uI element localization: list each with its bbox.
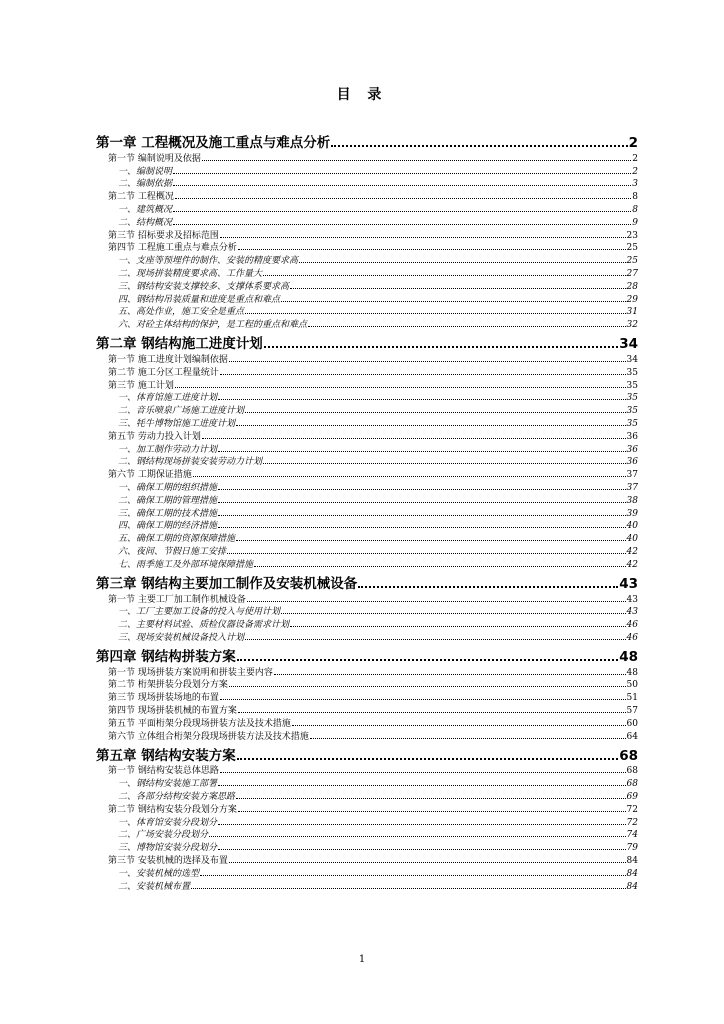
dot-leader xyxy=(209,836,626,837)
toc-entry-page: 36 xyxy=(626,444,638,455)
toc-entry-label: 二、广场安装分段划分 xyxy=(118,830,209,841)
toc-entry-label: 第三章 钢结构主要加工制作及安装机械设备 xyxy=(96,575,358,592)
dot-leader xyxy=(281,613,626,614)
toc-entry-label: 二、确保工期的管理措施 xyxy=(118,495,218,506)
toc-entry-label: 一、钢结构安装施工部署 xyxy=(118,779,218,790)
page-title: 目 录 xyxy=(336,87,388,103)
toc-item[interactable] xyxy=(96,416,638,429)
toc-item[interactable] xyxy=(96,557,638,570)
toc-entry-page: 84 xyxy=(626,868,638,879)
toc-entry-page: 69 xyxy=(626,792,638,803)
toc-entry-label: 三、确保工期的技术措施 xyxy=(118,508,218,519)
toc-entry-page: 35 xyxy=(626,418,638,429)
toc-entry-page: 43 xyxy=(626,594,638,605)
toc-item[interactable] xyxy=(96,442,638,455)
toc-entry-page: 32 xyxy=(626,320,638,331)
toc-entry-label: 一、确保工期的组织措施 xyxy=(118,482,218,493)
toc-entry-label: 四、钢结构吊装质量和进度是重点和难点 xyxy=(118,294,281,305)
toc-entry-page: 60 xyxy=(626,718,638,729)
toc-chapter[interactable] xyxy=(96,330,638,352)
toc-entry-label: 二、编制依据 xyxy=(118,179,173,190)
dot-leader xyxy=(202,438,626,439)
toc-item[interactable] xyxy=(96,292,638,305)
dot-leader xyxy=(229,862,626,863)
toc-entry-label: 第六节 工期保证措施 xyxy=(108,470,192,481)
toc-entry-page: 51 xyxy=(626,693,638,704)
toc-section[interactable] xyxy=(96,228,638,241)
dot-leader xyxy=(308,326,626,327)
toc-entry-page: 8 xyxy=(632,192,638,203)
dot-leader xyxy=(218,824,626,825)
toc-entry-label: 一、建筑概况 xyxy=(118,204,173,215)
toc-entry-page: 36 xyxy=(626,431,638,442)
toc-entry-page: 74 xyxy=(626,830,638,841)
toc-section[interactable] xyxy=(96,802,638,815)
dot-leader xyxy=(200,875,626,876)
toc-entry-label: 六、夜间、节假日施工安排 xyxy=(118,546,227,557)
toc-entry-label: 三、博物馆安装分段划分 xyxy=(118,843,218,854)
toc-entry-page: 36 xyxy=(626,457,638,468)
toc-entry-label: 七、雨季施工及外部环境保障措施 xyxy=(118,559,254,570)
toc-entry-label: 第三节 施工计划 xyxy=(108,380,174,391)
dot-leader xyxy=(173,173,631,174)
toc-section[interactable] xyxy=(96,716,638,729)
dot-leader xyxy=(202,160,631,161)
dot-leader xyxy=(229,361,626,362)
toc-entry-label: 六、对砼主体结构的保护，是工程的重点和难点 xyxy=(118,320,308,331)
toc-entry-page: 79 xyxy=(626,843,638,854)
dot-leader xyxy=(358,586,618,588)
toc-entry-page: 43 xyxy=(626,607,638,618)
dot-leader xyxy=(247,601,626,602)
toc-entry-label: 二、音乐喷泉广场施工进度计划 xyxy=(118,406,245,417)
toc-entry-page: 27 xyxy=(626,268,638,279)
toc-entry-page: 40 xyxy=(626,534,638,545)
toc-entry-page: 2 xyxy=(628,135,638,151)
dot-leader xyxy=(290,626,626,627)
toc-section[interactable] xyxy=(96,189,638,202)
toc-entry-label: 第一节 施工进度计划编制依据 xyxy=(108,354,228,365)
toc-entry-page: 35 xyxy=(626,367,638,378)
toc-entry-label: 第一节 钢结构安装总体思路 xyxy=(108,766,219,777)
toc-item[interactable] xyxy=(96,828,638,841)
page-number: 1 xyxy=(358,954,366,965)
toc-entry-page: 34 xyxy=(626,354,638,365)
toc-section[interactable] xyxy=(96,241,638,254)
toc-entry-page: 39 xyxy=(626,508,638,519)
toc-entry-label: 一、支座等预埋件的制作、安装的精度要求高 xyxy=(118,256,299,267)
toc-entry-label: 一、编制说明 xyxy=(118,166,173,177)
dot-leader xyxy=(220,772,626,773)
toc-entry-label: 第一章 工程概况及施工重点与难点分析 xyxy=(96,135,331,151)
toc-section[interactable] xyxy=(96,678,638,691)
toc-section[interactable] xyxy=(96,429,638,442)
toc-entry-page: 48 xyxy=(619,648,638,665)
toc-item[interactable] xyxy=(96,403,638,416)
toc-item[interactable] xyxy=(96,455,638,468)
toc-entry-page: 2 xyxy=(632,166,638,177)
toc-entry-page: 35 xyxy=(626,406,638,417)
toc-entry-label: 二、安装机械布置 xyxy=(118,881,191,892)
dot-leader xyxy=(299,262,626,263)
toc-entry-label: 三、钢结构安装支撑较多、支撑体系要求高 xyxy=(118,281,290,292)
toc-entry-page: 35 xyxy=(626,393,638,404)
dot-leader xyxy=(236,798,626,799)
toc-entry-label: 第四节 现场拼装机械的布置方案 xyxy=(108,706,237,717)
toc-entry-page: 50 xyxy=(626,680,638,691)
toc-section[interactable] xyxy=(96,352,638,365)
toc-entry-label: 一、工厂主要加工设备的投入与使用计划 xyxy=(118,607,281,618)
toc-item[interactable] xyxy=(96,202,638,215)
toc-item[interactable] xyxy=(96,617,638,630)
toc-entry-page: 48 xyxy=(626,667,638,678)
dot-leader xyxy=(245,639,626,640)
toc-entry-label: 三、牦牛博物馆施工进度计划 xyxy=(118,418,236,429)
dot-leader xyxy=(193,476,626,477)
toc-item[interactable] xyxy=(96,305,638,318)
toc-item[interactable] xyxy=(96,776,638,789)
toc-item[interactable] xyxy=(96,493,638,506)
toc-section[interactable] xyxy=(96,378,638,391)
toc-entry-label: 一、加工制作劳动力计划 xyxy=(118,444,218,455)
toc-entry-page: 25 xyxy=(626,256,638,267)
toc-item[interactable] xyxy=(96,317,638,330)
dot-leader xyxy=(263,463,626,464)
toc-entry-page: 2 xyxy=(632,153,638,164)
dot-leader xyxy=(227,553,626,554)
dot-leader xyxy=(331,145,627,147)
dot-leader xyxy=(191,888,626,889)
toc-item[interactable] xyxy=(96,266,638,279)
dot-leader xyxy=(220,237,626,238)
toc-item[interactable] xyxy=(96,279,638,292)
toc-item[interactable] xyxy=(96,519,638,532)
dot-leader xyxy=(220,374,626,375)
toc-entry-page: 29 xyxy=(626,294,638,305)
toc-entry-label: 五、高处作业，施工安全是重点 xyxy=(118,307,245,318)
dot-leader xyxy=(218,785,626,786)
dot-leader xyxy=(218,849,626,850)
toc-item[interactable] xyxy=(96,630,638,643)
toc-item[interactable] xyxy=(96,866,638,879)
dot-leader xyxy=(264,346,619,348)
dot-leader xyxy=(245,412,626,413)
toc-item[interactable] xyxy=(96,480,638,493)
toc-section[interactable] xyxy=(96,592,638,605)
toc-entry-label: 第二节 施工分区工程量统计 xyxy=(108,367,219,378)
toc-item[interactable] xyxy=(96,253,638,266)
toc-entry-page: 34 xyxy=(619,336,638,353)
dot-leader xyxy=(218,502,626,503)
toc-entry-label: 一、体育馆施工进度计划 xyxy=(118,393,218,404)
dot-leader xyxy=(290,288,626,289)
dot-leader xyxy=(173,224,631,225)
toc-entry-page: 3 xyxy=(632,179,638,190)
toc-entry-page: 46 xyxy=(626,632,638,643)
toc-entry-label: 第二节 工程概况 xyxy=(108,192,174,203)
toc-section[interactable] xyxy=(96,729,638,742)
dot-leader xyxy=(229,686,626,687)
toc-entry-label: 第三节 安装机械的选择及布置 xyxy=(108,856,228,867)
toc-section[interactable] xyxy=(96,365,638,378)
toc-entry-page: 42 xyxy=(626,546,638,557)
toc-chapter[interactable] xyxy=(96,570,638,592)
toc-entry-page: 28 xyxy=(626,281,638,292)
dot-leader xyxy=(218,489,626,490)
toc-item[interactable] xyxy=(96,531,638,544)
toc-entry-label: 三、现场安装机械设备投入计划 xyxy=(118,632,245,643)
toc-entry-page: 43 xyxy=(619,575,638,592)
dot-leader xyxy=(236,540,626,541)
toc-entry-page: 68 xyxy=(626,766,638,777)
toc-entry-label: 第五节 劳动力投入计划 xyxy=(108,431,201,442)
toc-item[interactable] xyxy=(96,544,638,557)
toc-entry-page: 37 xyxy=(626,470,638,481)
toc-entry-label: 一、体育馆安装分段划分 xyxy=(118,817,218,828)
dot-leader xyxy=(238,811,626,812)
toc-entry-page: 31 xyxy=(626,307,638,318)
toc-item[interactable] xyxy=(96,789,638,802)
table-of-contents xyxy=(96,129,638,892)
toc-item[interactable] xyxy=(96,506,638,519)
toc-entry-page: 84 xyxy=(626,856,638,867)
toc-entry-label: 第一节 编制说明及依据 xyxy=(108,153,201,164)
dot-leader xyxy=(237,659,619,661)
toc-entry-label: 第三节 招标要求及招标范围 xyxy=(108,230,219,241)
toc-entry-page: 72 xyxy=(626,817,638,828)
dot-leader xyxy=(254,566,626,567)
toc-item[interactable] xyxy=(96,164,638,177)
toc-section[interactable] xyxy=(96,853,638,866)
toc-entry-page: 25 xyxy=(626,243,638,254)
dot-leader xyxy=(218,527,626,528)
dot-leader xyxy=(173,211,631,212)
toc-entry-label: 第二节 钢结构安装分段划分方案 xyxy=(108,804,237,815)
dot-leader xyxy=(218,451,626,452)
toc-section[interactable] xyxy=(96,764,638,777)
dot-leader xyxy=(173,185,631,186)
toc-entry-label: 第二节 桁架拼装分段划分方案 xyxy=(108,680,228,691)
toc-section[interactable] xyxy=(96,151,638,164)
dot-leader xyxy=(238,249,626,250)
toc-entry-label: 第四章 钢结构拼装方案 xyxy=(96,648,236,665)
dot-leader xyxy=(281,301,626,302)
toc-entry-label: 第二章 钢结构施工进度计划 xyxy=(96,336,263,353)
toc-chapter[interactable] xyxy=(96,643,638,665)
toc-entry-label: 一、安装机械的选型 xyxy=(118,868,200,879)
dot-leader xyxy=(218,515,626,516)
toc-entry-label: 五、确保工期的资源保障措施 xyxy=(118,534,236,545)
toc-entry-label: 第五节 平面桁架分段现场拼装方法及技术措施 xyxy=(108,718,291,729)
toc-entry-page: 64 xyxy=(626,731,638,742)
toc-entry-label: 第六节 立体组合桁架分段现场拼装方法及技术措施 xyxy=(108,731,309,742)
toc-item[interactable] xyxy=(96,391,638,404)
dot-leader xyxy=(238,712,626,713)
dot-leader xyxy=(274,674,626,675)
dot-leader xyxy=(237,758,619,760)
dot-leader xyxy=(175,387,626,388)
toc-entry-label: 第五章 钢结构安装方案 xyxy=(96,747,236,764)
toc-entry-label: 第一节 现场拼装方案说明和拼装主要内容 xyxy=(108,667,273,678)
dot-leader xyxy=(245,313,626,314)
toc-entry-page: 72 xyxy=(626,804,638,815)
toc-section[interactable] xyxy=(96,703,638,716)
toc-entry-label: 二、主要材料试验、质检仪器设备需求计划 xyxy=(118,620,290,631)
toc-entry-label: 二、结构概况 xyxy=(118,217,173,228)
toc-section[interactable] xyxy=(96,665,638,678)
toc-chapter[interactable] xyxy=(96,129,638,151)
toc-entry-label: 第一节 主要工厂加工制作机械设备 xyxy=(108,594,246,605)
toc-section[interactable] xyxy=(96,467,638,480)
toc-entry-page: 57 xyxy=(626,706,638,717)
toc-item[interactable] xyxy=(96,605,638,618)
toc-chapter[interactable] xyxy=(96,742,638,764)
dot-leader xyxy=(175,198,631,199)
toc-entry-label: 二、现场拼装精度要求高、工作量大 xyxy=(118,268,263,279)
toc-entry-page: 68 xyxy=(619,747,638,764)
toc-section[interactable] xyxy=(96,690,638,703)
toc-entry-page: 42 xyxy=(626,559,638,570)
toc-entry-page: 35 xyxy=(626,380,638,391)
dot-leader xyxy=(310,738,626,739)
toc-item[interactable] xyxy=(96,840,638,853)
dot-leader xyxy=(263,275,626,276)
toc-entry-page: 46 xyxy=(626,620,638,631)
dot-leader xyxy=(220,699,626,700)
toc-item[interactable] xyxy=(96,815,638,828)
toc-entry-label: 四、确保工期的经济措施 xyxy=(118,521,218,532)
toc-entry-label: 二、钢结构现场拼装安装劳动力计划 xyxy=(118,457,263,468)
toc-item[interactable] xyxy=(96,177,638,190)
toc-entry-label: 第四节 工程施工重点与难点分析 xyxy=(108,243,237,254)
toc-entry-page: 38 xyxy=(626,495,638,506)
dot-leader xyxy=(292,725,626,726)
toc-entry-label: 二、各部分结构安装方案思路 xyxy=(118,792,236,803)
toc-entry-page: 9 xyxy=(632,217,638,228)
toc-entry-page: 40 xyxy=(626,521,638,532)
toc-item[interactable] xyxy=(96,215,638,228)
toc-entry-page: 68 xyxy=(626,779,638,790)
toc-entry-page: 8 xyxy=(632,204,638,215)
toc-entry-page: 23 xyxy=(626,230,638,241)
toc-item[interactable] xyxy=(96,879,638,892)
dot-leader xyxy=(218,399,626,400)
dot-leader xyxy=(236,425,626,426)
toc-entry-label: 第三节 现场拼装场地的布置 xyxy=(108,693,219,704)
toc-entry-page: 37 xyxy=(626,482,638,493)
toc-entry-page: 84 xyxy=(626,881,638,892)
